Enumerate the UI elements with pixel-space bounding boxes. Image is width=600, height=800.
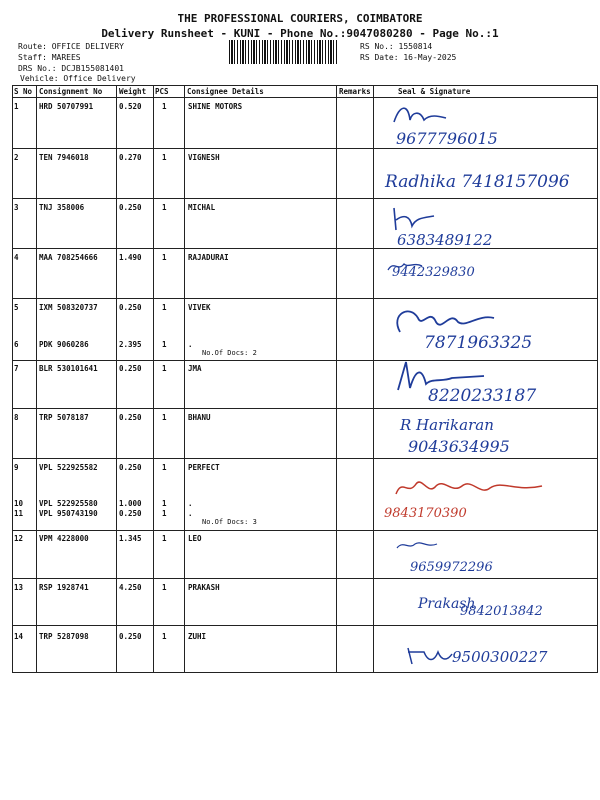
row-pcs: 1	[162, 632, 167, 641]
row-divider	[12, 625, 598, 626]
row-weight: 1.490	[119, 253, 142, 262]
row-weight: 0.250	[119, 632, 142, 641]
row-sno: 11	[14, 509, 24, 518]
row-consignment: VPL 522925582	[39, 463, 98, 472]
rs-number: RS No.: 1550814	[360, 42, 433, 51]
row-sno: 5	[14, 303, 19, 312]
vehicle-label: Vehicle: Office Delivery	[20, 74, 136, 83]
signature-phone: 8220233187	[428, 386, 537, 406]
col-header-signature: Seal & Signature	[398, 87, 471, 96]
signature-phone: 9442329830	[392, 265, 475, 280]
row-divider	[12, 360, 598, 361]
row-consignment: RSP 1928741	[39, 583, 89, 592]
row-sno: 6	[14, 340, 19, 349]
rs-date: RS Date: 16-May-2025	[360, 53, 457, 62]
row-pcs: 1	[162, 509, 167, 518]
row-sno: 3	[14, 203, 19, 212]
row-consignment: IXM 508320737	[39, 303, 98, 312]
row-consignee: .	[188, 340, 193, 349]
staff-label: Staff: MAREES	[18, 53, 81, 62]
row-consignment: TNJ 358006	[39, 203, 85, 212]
row-divider	[12, 248, 598, 249]
row-pcs: 1	[162, 583, 167, 592]
row-pcs: 1	[162, 499, 167, 508]
row-sno: 1	[14, 102, 19, 111]
row-divider	[12, 408, 598, 409]
row-pcs: 1	[162, 340, 167, 349]
column-divider	[373, 85, 374, 673]
signature-scribble	[395, 538, 441, 552]
route-label: Route: OFFICE DELIVERY	[18, 42, 124, 51]
barcode-image	[229, 40, 339, 64]
signature-phone: 6383489122	[397, 231, 493, 249]
row-consignee: MICHAL	[188, 203, 216, 212]
row-pcs: 1	[162, 203, 167, 212]
row-sno: 14	[14, 632, 24, 641]
row-consignee: ZUHI	[188, 632, 207, 641]
row-divider	[12, 148, 598, 149]
company-title: THE PROFESSIONAL COURIERS, COIMBATORE	[177, 12, 423, 25]
row-weight: 1.000	[119, 499, 142, 508]
signature-name: Prakash	[418, 596, 476, 612]
row-consignment: TEN 7946018	[39, 153, 89, 162]
row-weight: 0.270	[119, 153, 142, 162]
row-sno: 13	[14, 583, 24, 592]
signature-phone: 9677796015	[396, 129, 498, 148]
row-consignment: TRP 5078187	[39, 413, 89, 422]
signature-phone: 9659972296	[410, 560, 493, 575]
column-divider	[336, 85, 337, 673]
docs-count-note: No.Of Docs: 3	[202, 518, 257, 526]
signature-scribble	[392, 474, 552, 500]
row-divider	[12, 298, 598, 299]
signature-scribble	[390, 100, 450, 130]
row-weight: 0.520	[119, 102, 142, 111]
row-weight: 0.250	[119, 203, 142, 212]
signature-scribble	[404, 644, 454, 668]
column-divider	[12, 85, 13, 673]
runsheet-subtitle: Delivery Runsheet - KUNI - Phone No.:9047080280 - Page No.:1	[101, 27, 499, 40]
row-consignee: .	[188, 509, 193, 518]
row-weight: 1.345	[119, 534, 142, 543]
row-weight: 0.250	[119, 509, 142, 518]
table-header-divider	[12, 97, 598, 98]
col-header-weight: Weight	[119, 87, 147, 96]
row-consignment: BLR 530101641	[39, 364, 98, 373]
signature-phone: 7871963325	[424, 333, 533, 353]
col-header-consignment: Consignment No	[39, 87, 103, 96]
row-weight: 0.250	[119, 413, 142, 422]
row-pcs: 1	[162, 534, 167, 543]
row-weight: 0.250	[119, 463, 142, 472]
row-consignee: SHINE MOTORS	[188, 102, 243, 111]
table-border-bottom	[12, 672, 598, 673]
row-consignment: VPL 522925580	[39, 499, 98, 508]
row-consignee: JMA	[188, 364, 202, 373]
table-border-top	[12, 85, 598, 86]
row-sno: 12	[14, 534, 24, 543]
column-divider	[36, 85, 37, 673]
signature-name: R Harikaran	[400, 416, 494, 434]
column-divider	[184, 85, 185, 673]
signature-phone: 9842013842	[460, 604, 543, 619]
row-consignment: VPM 4228000	[39, 534, 89, 543]
signature-phone: 9500300227	[452, 648, 548, 666]
row-sno: 8	[14, 413, 19, 422]
row-consignee: RAJADURAI	[188, 253, 229, 262]
row-pcs: 1	[162, 102, 167, 111]
row-consignee: PERFECT	[188, 463, 220, 472]
row-consignment: HRD 50707991	[39, 102, 94, 111]
docs-count-note: No.Of Docs: 2	[202, 349, 257, 357]
row-weight: 0.250	[119, 303, 142, 312]
row-weight: 4.250	[119, 583, 142, 592]
row-consignment: VPL 950743190	[39, 509, 98, 518]
row-consignment: PDK 9060286	[39, 340, 89, 349]
row-pcs: 1	[162, 413, 167, 422]
column-divider	[153, 85, 154, 673]
col-header-pcs: PCS	[155, 87, 169, 96]
signature-scribble	[390, 206, 440, 232]
row-sno: 4	[14, 253, 19, 262]
row-pcs: 1	[162, 463, 167, 472]
col-header-sno: S No	[14, 87, 33, 96]
row-pcs: 1	[162, 253, 167, 262]
row-consignee: BHANU	[188, 413, 211, 422]
row-sno: 9	[14, 463, 19, 472]
row-pcs: 1	[162, 153, 167, 162]
row-weight: 0.250	[119, 364, 142, 373]
row-sno: 10	[14, 499, 24, 508]
drs-number: DRS No.: DCJB155081401	[18, 64, 124, 73]
row-divider	[12, 578, 598, 579]
row-pcs: 1	[162, 303, 167, 312]
row-sno: 2	[14, 153, 19, 162]
column-divider	[597, 85, 598, 673]
signature-phone: 9043634995	[408, 437, 510, 456]
col-header-consignee: Consignee Details	[187, 87, 264, 96]
row-consignee: VIGNESH	[188, 153, 220, 162]
row-consignee: .	[188, 499, 193, 508]
row-divider	[12, 458, 598, 459]
row-divider	[12, 530, 598, 531]
row-consignee: PRAKASH	[188, 583, 220, 592]
column-divider	[116, 85, 117, 673]
signature-name-phone: Radhika 7418157096	[385, 172, 570, 192]
row-consignee: LEO	[188, 534, 202, 543]
row-consignment: MAA 708254666	[39, 253, 98, 262]
row-sno: 7	[14, 364, 19, 373]
row-consignee: VIVEK	[188, 303, 211, 312]
row-consignment: TRP 5287098	[39, 632, 89, 641]
row-pcs: 1	[162, 364, 167, 373]
row-weight: 2.395	[119, 340, 142, 349]
col-header-remarks: Remarks	[339, 87, 371, 96]
row-divider	[12, 198, 598, 199]
signature-phone: 9843170390	[384, 506, 467, 521]
